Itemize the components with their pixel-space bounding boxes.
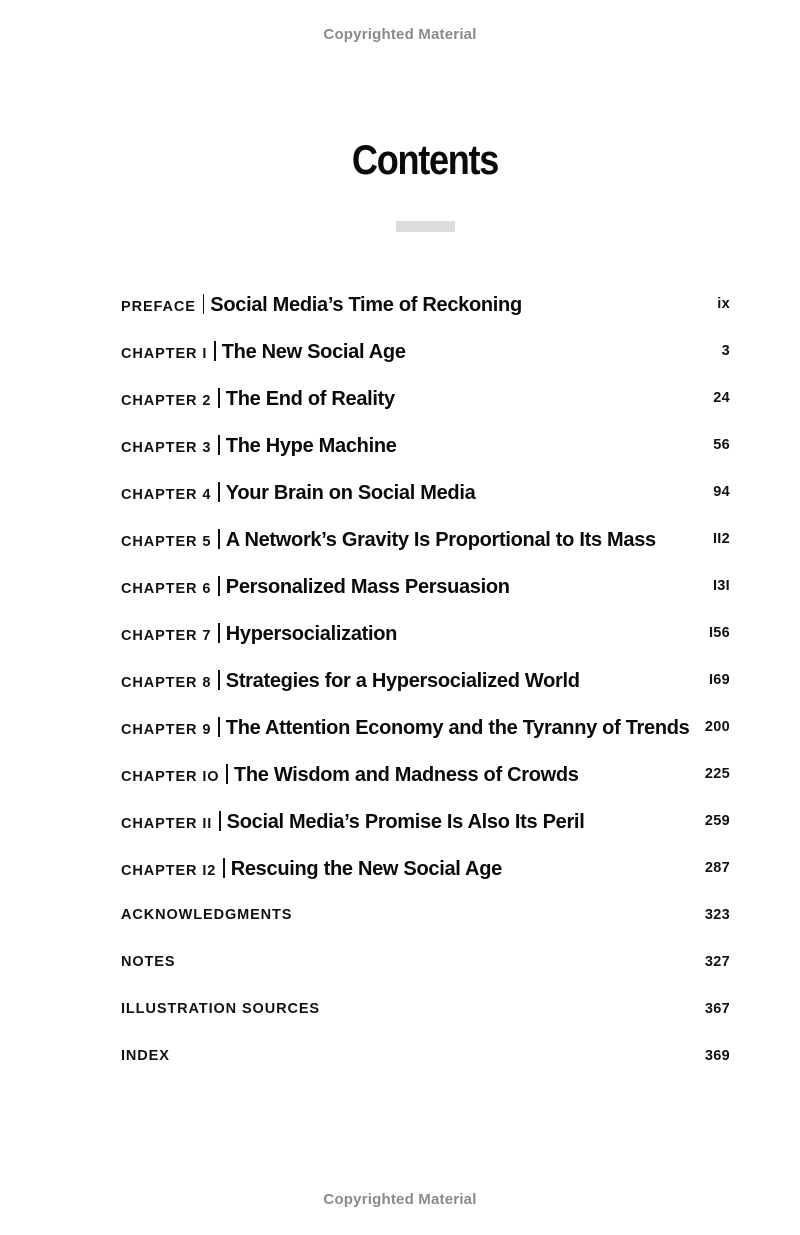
toc-entry-label: CHAPTER I2 (121, 862, 217, 879)
toc-entry[interactable] (121, 327, 730, 374)
toc-entry-label: CHAPTER 7 (121, 627, 212, 644)
toc-entry-label: CHAPTER 5 (121, 533, 212, 550)
toc-entry-label: ILLUSTRATION SOURCES (121, 1000, 320, 1017)
toc-entry[interactable] (121, 656, 730, 703)
toc-page-number: I3I (712, 577, 730, 594)
toc-entry-label: CHAPTER 3 (121, 439, 212, 456)
toc-entry-title: Social Media’s Time of Reckoning (210, 293, 522, 316)
toc-entry-text (121, 1001, 320, 1017)
toc-page-number: 259 (704, 812, 730, 829)
toc-entry-text (121, 432, 397, 458)
toc-page-number: 94 (713, 483, 730, 500)
toc-entry[interactable] (121, 562, 730, 609)
toc-entry[interactable] (121, 374, 730, 421)
toc-page-number: 200 (704, 718, 730, 735)
toc-entry[interactable] (121, 891, 730, 938)
toc-entry-text (121, 573, 510, 599)
toc-separator (218, 529, 220, 549)
toc-separator (223, 858, 225, 878)
toc-separator (218, 435, 220, 455)
toc-entry-label: ACKNOWLEDGMENTS (121, 906, 293, 923)
toc-entry-label: CHAPTER 9 (121, 721, 212, 738)
toc-entry[interactable] (121, 421, 730, 468)
toc-page-number: 327 (704, 953, 730, 970)
toc-entry[interactable] (121, 985, 730, 1032)
toc-entry-text (121, 526, 656, 552)
toc-entry-title: Your Brain on Social Media (225, 481, 476, 504)
toc-entry-label: CHAPTER II (121, 815, 213, 832)
toc-entry-label: CHAPTER I (121, 345, 208, 362)
toc-separator (218, 482, 220, 502)
toc-separator (218, 388, 220, 408)
copyright-watermark-top: Copyrighted Material (323, 26, 477, 43)
toc-entry-label: CHAPTER 4 (121, 486, 212, 503)
toc-entry[interactable] (121, 515, 730, 562)
toc-entry[interactable] (121, 938, 730, 985)
toc-separator (218, 576, 220, 596)
toc-entry-text (121, 338, 406, 364)
toc-entry-label: INDEX (121, 1047, 170, 1064)
toc-entry-title: The Wisdom and Madness of Crowds (233, 763, 579, 786)
toc-entry-text (121, 808, 584, 834)
toc-entry-text (121, 479, 475, 505)
toc-entry-title: Social Media’s Promise Is Also Its Peril (226, 810, 585, 833)
toc-page-number: 3 (721, 342, 730, 359)
toc-entry[interactable] (121, 280, 730, 327)
toc-entry[interactable] (121, 797, 730, 844)
toc-page-number: 369 (704, 1047, 730, 1064)
toc-entry-text (121, 714, 690, 740)
toc-entry-text (121, 667, 580, 693)
toc-entry[interactable] (121, 703, 730, 750)
toc-entry-text (121, 385, 395, 411)
toc-entry-label: PREFACE (121, 298, 196, 315)
toc-separator (226, 764, 228, 784)
toc-entry[interactable] (121, 468, 730, 515)
toc-page-number: I56 (708, 624, 730, 641)
toc-entry-title: Personalized Mass Persuasion (225, 575, 510, 598)
toc-entry-title: The New Social Age (221, 340, 406, 363)
toc-entry-title: The Attention Economy and the Tyranny of Trends (225, 716, 690, 739)
toc-entry-label: NOTES (121, 953, 176, 970)
toc-entry[interactable] (121, 609, 730, 656)
toc-page-number: 56 (713, 436, 730, 453)
toc-separator (218, 717, 220, 737)
toc-entry-title: Rescuing the New Social Age (230, 857, 502, 880)
table-of-contents (121, 280, 730, 1079)
toc-entry-text (121, 907, 292, 923)
toc-entry-title: The End of Reality (225, 387, 395, 410)
toc-entry-title: A Network’s Gravity Is Proportional to Its Mass (225, 528, 656, 551)
toc-entry-text (121, 620, 397, 646)
toc-entry-label: CHAPTER IO (121, 768, 220, 785)
toc-page-number: 367 (704, 1000, 730, 1017)
toc-page-number: 225 (704, 765, 730, 782)
toc-separator (203, 294, 205, 314)
title-divider (396, 221, 455, 232)
toc-page-number: ix (717, 295, 730, 312)
toc-entry-text (121, 1048, 170, 1064)
toc-entry-text (121, 855, 502, 881)
copyright-watermark-bottom: Copyrighted Material (323, 1191, 477, 1208)
toc-entry-label: CHAPTER 8 (121, 674, 212, 691)
toc-page-number: 287 (704, 859, 730, 876)
toc-entry-title: Hypersocialization (225, 622, 398, 645)
toc-separator (218, 670, 220, 690)
toc-entry-title: The Hype Machine (225, 434, 397, 457)
toc-separator (218, 623, 220, 643)
toc-page-number: 323 (704, 906, 730, 923)
toc-separator (214, 341, 216, 361)
toc-entry-title: Strategies for a Hypersocialized World (225, 669, 580, 692)
toc-page-number: II2 (712, 530, 730, 547)
toc-entry-text (121, 954, 175, 970)
toc-page-number: I69 (708, 671, 730, 688)
toc-entry-text (121, 761, 579, 787)
toc-entry-label: CHAPTER 6 (121, 580, 212, 597)
toc-entry[interactable] (121, 1032, 730, 1079)
toc-page-number: 24 (713, 389, 730, 406)
toc-entry-label: CHAPTER 2 (121, 392, 212, 409)
toc-separator (219, 811, 221, 831)
toc-entry[interactable] (121, 750, 730, 797)
page-title: Contents (351, 136, 499, 183)
toc-entry-text (121, 291, 522, 317)
toc-entry[interactable] (121, 844, 730, 891)
